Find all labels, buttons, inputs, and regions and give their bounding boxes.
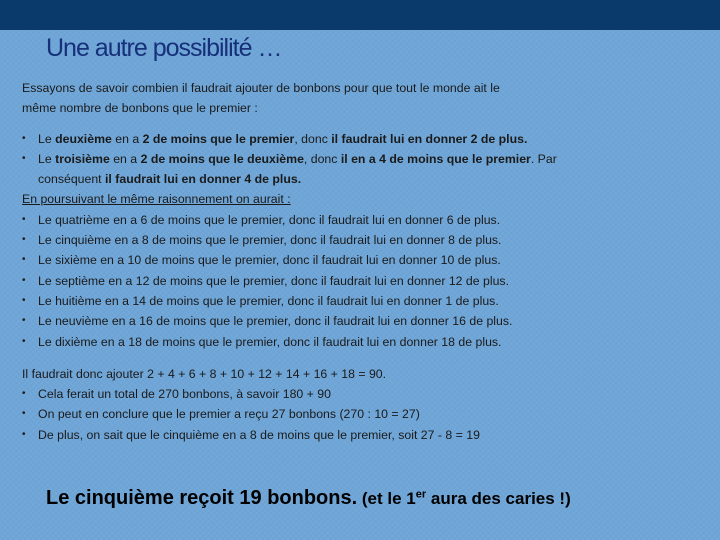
sum-line: Il faudrait donc ajouter 2 + 4 + 6 + 8 + 10 + 12 + 14 + 16 + 18 = 90. xyxy=(22,366,387,381)
intro-line-2: même nombre de bonbons que le premier : xyxy=(22,101,258,116)
list-item xyxy=(22,311,702,331)
final-aside-sup: er xyxy=(415,488,427,501)
text-segment: il en a 4 de moins que le premier xyxy=(340,151,531,166)
bullet-icon: • xyxy=(22,213,26,225)
text-segment: Le xyxy=(38,151,56,166)
final-aside xyxy=(357,489,571,508)
text-segment: conséquent xyxy=(38,172,106,187)
final-answer-main: Le cinquième reçoit 19 bonbons. xyxy=(46,487,358,509)
bullet-icon: • xyxy=(22,335,26,347)
conclusion-item xyxy=(22,384,702,404)
bullet-icon: • xyxy=(22,294,26,306)
text-segment: deuxième xyxy=(55,131,112,146)
bullet-icon: • xyxy=(22,428,26,440)
text-segment: en a xyxy=(111,131,143,146)
text-segment: , donc xyxy=(294,131,332,146)
text-segment: il faudrait lui en donner 4 de plus. xyxy=(105,172,302,187)
list-item-text: Le quatrième en a 6 de moins que le premier, donc il faudrait lui en donner 6 de plus. xyxy=(38,212,501,227)
bullet-icon: • xyxy=(22,388,26,400)
list-item xyxy=(22,210,702,230)
slide-body xyxy=(22,78,702,445)
text-segment: 2 de moins que le premier xyxy=(142,131,295,146)
bullet-icon: • xyxy=(22,152,26,164)
top-banner xyxy=(0,0,720,30)
slide-title: Une autre possibilité … xyxy=(46,34,282,62)
text-segment: Le xyxy=(38,131,56,146)
conclusion-text: On peut en conclure que le premier a reçu 27 bonbons (270 : 10 = 27) xyxy=(38,407,420,422)
text-segment: il faudrait lui en donner 2 de plus. xyxy=(331,131,528,146)
list-item xyxy=(22,332,702,352)
list-item-text: Le huitième en a 14 de moins que le premier, donc il faudrait lui en donner 1 de plus. xyxy=(38,293,499,308)
bullet-icon: • xyxy=(22,274,26,286)
list-item xyxy=(22,291,702,311)
list-item xyxy=(22,250,702,270)
list-item xyxy=(22,271,702,291)
bullet-deuxieme xyxy=(22,129,702,149)
bullet-icon: • xyxy=(22,132,26,144)
final-answer xyxy=(46,487,571,510)
final-aside-text: aura des caries !) xyxy=(426,489,571,508)
list-item xyxy=(22,230,702,250)
intro-line-1: Essayons de savoir combien il faudrait ajouter de bonbons pour que tout le monde ait le xyxy=(22,81,500,95)
list-item-text: Le septième en a 12 de moins que le premier, donc il faudrait lui en donner 12 de plus. xyxy=(38,273,509,288)
conclusion-text: Cela ferait un total de 270 bonbons, à savoir 180 + 90 xyxy=(38,387,331,402)
list-item-text: Le dixième en a 18 de moins que le premier, donc il faudrait lui en donner 18 de plus. xyxy=(38,334,502,349)
bullet-icon: • xyxy=(22,234,26,246)
bullet-troisieme xyxy=(22,149,702,190)
text-segment: . Par xyxy=(530,151,557,166)
continuing-heading: En poursuivant le même raisonnement on aurait : xyxy=(22,192,291,207)
conclusion-text: De plus, on sait que le cinquième en a 8 de moins que le premier, soit 27 - 8 = 19 xyxy=(38,427,480,442)
bullet-icon: • xyxy=(22,315,26,327)
text-segment: 2 de moins que le deuxième xyxy=(140,151,304,166)
text-segment: en a xyxy=(109,151,141,166)
conclusion-item xyxy=(22,425,702,445)
text-segment: , donc xyxy=(303,151,341,166)
text-segment: troisième xyxy=(55,151,110,166)
list-item-text: Le neuvième en a 16 de moins que le premier, donc il faudrait lui en donner 16 de plus. xyxy=(38,314,513,329)
final-aside-text: (et le 1 xyxy=(357,489,416,508)
bullet-icon: • xyxy=(22,254,26,266)
list-item-text: Le sixième en a 10 de moins que le premier, donc il faudrait lui en donner 10 de plus. xyxy=(38,253,501,268)
list-item-text: Le cinquième en a 8 de moins que le premier, donc il faudrait lui en donner 8 de plus. xyxy=(38,233,502,248)
bullet-icon: • xyxy=(22,408,26,420)
conclusion-item xyxy=(22,404,702,424)
